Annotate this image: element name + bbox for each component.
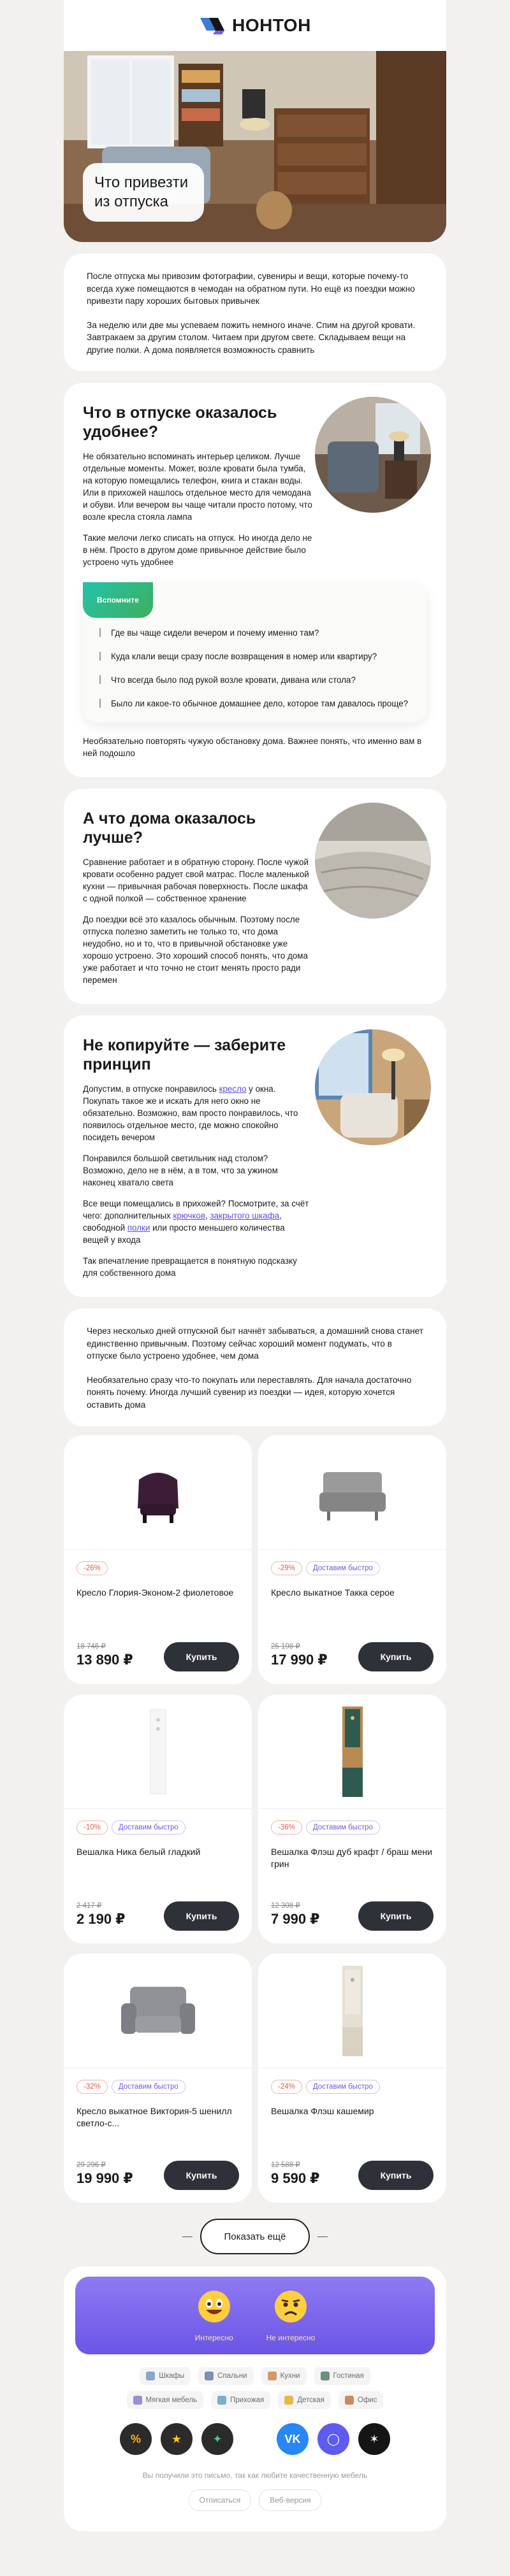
price: 19 990 ₽ <box>76 2170 133 2186</box>
divider <box>182 2236 193 2237</box>
section2-photo <box>315 803 431 919</box>
hero-banner[interactable] <box>64 51 446 242</box>
hooks-link[interactable]: крючков <box>173 1211 206 1220</box>
category-links <box>75 2367 435 2409</box>
product-image[interactable] <box>258 1694 446 1809</box>
product-name[interactable]: Кресло выкатное Виктория-5 шенилл светло-с... <box>76 2106 232 2128</box>
category-icon <box>133 2396 142 2405</box>
web-version-link[interactable]: Веб-версия <box>259 2489 321 2511</box>
sparkle-icon[interactable]: ✦ <box>201 2423 233 2455</box>
category-icon <box>205 2372 214 2380</box>
fast-delivery-badge: Доставим быстро <box>306 2080 380 2094</box>
category-icon <box>321 2372 330 2380</box>
product-name[interactable]: Кресло выкатное Такка серое <box>271 1587 395 1598</box>
category-icon <box>284 2396 293 2405</box>
product-card[interactable] <box>64 1435 252 1684</box>
product-image[interactable] <box>258 1954 446 2068</box>
show-more-button[interactable]: Показать ещё <box>200 2219 310 2254</box>
price: 2 190 ₽ <box>76 1911 126 1927</box>
category-icon <box>345 2396 354 2405</box>
price: 17 990 ₽ <box>271 1652 328 1668</box>
section2-paragraph-1: Сравнение работает и в обратную сторону. После чужой кровати особенно радует свой матрас. После маленькой кухни — привычная рабочая поверхность. После шкафа с одной полкой — собственное хранение <box>83 857 309 903</box>
product-card[interactable] <box>258 1435 446 1684</box>
category-icon <box>268 2372 277 2380</box>
section1-paragraph-1: Не обязательно вспоминать интерьер целиком. Лучше отдельные моменты. Может, возле кровати была тумба, на которую помещались телефон, книга и стакан воды. Или в прихожей нашлось отдельное место для чемодана и обуви. Или вечером вы чаще читали просто потому, что возле кресла стояла лампа <box>83 452 312 522</box>
category-label: Гостиная <box>333 2372 364 2380</box>
shelf-link[interactable]: полки <box>127 1223 150 1233</box>
product-card[interactable] <box>258 1694 446 1943</box>
category-link[interactable] <box>314 2367 370 2385</box>
hero-title: Что привезти из отпуска <box>83 163 204 222</box>
product-card[interactable] <box>64 1954 252 2203</box>
category-label: Прихожая <box>229 2396 265 2404</box>
section3-paragraph-3: Все вещи помещались в прихожей? Посмотрите, за счёт чего: дополнительных крючков, закрытого шкафа, свободной полки или просто меньшего количества вещей у входа <box>83 1199 309 1245</box>
category-link[interactable] <box>261 2367 307 2385</box>
discount-badge: -26% <box>76 1561 108 1575</box>
remind-question: Что всегда было под рукой возле кровати, дивана или стола? <box>98 674 412 686</box>
buy-button[interactable]: Купить <box>358 2161 433 2190</box>
remind-question: Где вы чаще сидели вечером и почему именно там? <box>98 627 412 639</box>
intro-paragraph-1: После отпуска мы привозим фотографии, сувениры и вещи, которые почему-то всегда хуже помещаются в чемодан на обратном пути. Но ещё из поездки можно привезти пару хороших бытовых привычек <box>87 271 415 306</box>
smile-emoji-icon <box>197 2289 231 2324</box>
section2-paragraph-2: До поездки всё это казалось обычным. Поэтому после отпуска полезно заметить не только то, что дома неудобно, но и то, что в привычной обстановке уже хорошо устроено. Это хороший способ понять, что дома уже работает и что точно не стоит менять просто ради перемен <box>83 915 308 985</box>
old-price: 25 198 ₽ <box>271 1643 300 1650</box>
discount-badge: -32% <box>76 2080 108 2094</box>
closing-paragraph-1: Через несколько дней отпускной быт начнёт забываться, а домашний снова станет единственно привычным. Поэтому сейчас хороший момент подумать, что в отпуске было устроено удобнее, чем дома <box>87 1326 424 1361</box>
section-home-better <box>64 789 446 1004</box>
section3-paragraph-1: Допустим, в отпуске понравилось кресло у окна. Покупать такое же и искать для него окно не обязательно. Возможно, вам просто понравилось, что появилось отдельное место, где можно спокойно посидеть вечером <box>83 1084 298 1142</box>
buy-button[interactable]: Купить <box>358 1642 433 1671</box>
star-icon[interactable]: ★ <box>161 2423 193 2455</box>
category-label: Офис <box>357 2396 377 2404</box>
max-messenger-icon[interactable]: ◯ <box>317 2423 349 2455</box>
zen-icon[interactable]: ✶ <box>358 2423 390 2455</box>
logo-icon <box>199 14 227 37</box>
category-link[interactable] <box>198 2367 253 2385</box>
category-label: Детская <box>297 2396 324 2404</box>
closing-card <box>64 1308 446 1426</box>
category-label: Спальни <box>217 2372 247 2380</box>
product-name[interactable]: Вешалка Флэш дуб крафт / браш мени грин <box>271 1847 432 1869</box>
feedback-block <box>75 2277 435 2354</box>
divider <box>317 2236 328 2237</box>
fast-delivery-badge: Доставим быстро <box>112 2080 186 2094</box>
discount-badge: -10% <box>76 1821 108 1835</box>
product-image[interactable] <box>64 1435 252 1550</box>
category-link[interactable] <box>127 2391 203 2409</box>
price: 7 990 ₽ <box>271 1911 320 1927</box>
brand-name: НОНТОН <box>232 15 311 35</box>
fast-delivery-badge: Доставим быстро <box>306 1821 380 1835</box>
category-icon <box>217 2396 226 2405</box>
category-link[interactable] <box>339 2391 384 2409</box>
social-icons <box>75 2423 435 2455</box>
feedback-dislike-label: Не интересно <box>266 2333 316 2342</box>
section-take-principle <box>64 1015 446 1297</box>
section1-photo <box>315 397 431 513</box>
fast-delivery-badge: Доставим быстро <box>306 1561 380 1575</box>
product-image[interactable] <box>258 1435 446 1550</box>
armchair-link[interactable]: кресло <box>219 1084 247 1094</box>
closing-paragraph-2: Необязательно сразу что-то покупать или переставлять. Для начала достаточно понять почему. Иногда лучший сувенир из поездки — идея, которую хочется оставить дома <box>87 1375 412 1410</box>
vk-icon[interactable]: VK <box>277 2423 309 2455</box>
footer <box>64 2266 446 2531</box>
product-name[interactable]: Вешалка Ника белый гладкий <box>76 1847 201 1857</box>
buy-button[interactable]: Купить <box>164 1642 239 1671</box>
section3-title: Не копируйте — заберите принцип <box>83 1036 286 1073</box>
category-link[interactable] <box>140 2367 191 2385</box>
category-icon <box>146 2372 155 2380</box>
unsubscribe-link[interactable]: Отписаться <box>189 2489 252 2511</box>
section-comfort-abroad <box>64 383 446 777</box>
category-label: Мягкая мебель <box>145 2396 197 2404</box>
section3-paragraph-2: Понравился большой светильник над столом? Возможно, дело не в нём, а в том, что за ужином наконец хватало света <box>83 1154 278 1187</box>
price: 9 590 ₽ <box>271 2170 320 2186</box>
price: 13 890 ₽ <box>76 1652 133 1668</box>
discount-badge: -36% <box>271 1821 302 1835</box>
feedback-like[interactable] <box>195 2289 233 2354</box>
product-card[interactable] <box>64 1694 252 1943</box>
buy-button[interactable]: Купить <box>164 1901 239 1931</box>
old-price: 2 417 ₽ <box>76 1902 102 1910</box>
header-card <box>64 0 446 242</box>
buy-button[interactable]: Купить <box>358 1901 433 1931</box>
product-image[interactable] <box>64 1694 252 1809</box>
section3-photo <box>315 1029 431 1145</box>
old-price: 29 296 ₽ <box>76 2161 106 2169</box>
feedback-dislike[interactable] <box>266 2289 316 2354</box>
brand-header[interactable] <box>64 0 446 51</box>
product-image[interactable] <box>64 1954 252 2068</box>
product-grid <box>64 1435 446 2203</box>
intro-paragraph-2: За неделю или две мы успеваем пожить немного иначе. Спим на другой кровати. Завтракаем за другим столом. Читаем при другом свете. Складываем вещи на другие полки. А дома появляется возможность сравнить <box>87 320 416 355</box>
feedback-like-label: Интересно <box>194 2333 233 2342</box>
product-name[interactable]: Вешалка Флэш кашемир <box>271 2106 374 2116</box>
remind-question: Было ли какое-то обычное домашнее дело, которое там давалось проще? <box>98 698 412 710</box>
show-more-row <box>64 2217 446 2256</box>
closet-link[interactable]: закрытого шкафа <box>210 1211 280 1220</box>
discount-icon[interactable]: % <box>120 2423 152 2455</box>
category-label: Шкафы <box>159 2372 185 2380</box>
discount-badge: -29% <box>271 1561 302 1575</box>
section2-title: А что дома оказалось лучше? <box>83 810 256 847</box>
old-price: 12 588 ₽ <box>271 2161 300 2169</box>
sad-emoji-icon <box>273 2289 308 2324</box>
section3-paragraph-4: Так впечатление превращается в понятную подсказку для собственного дома <box>83 1256 297 1278</box>
category-label: Кухни <box>280 2372 300 2380</box>
category-link[interactable] <box>211 2391 270 2409</box>
footer-note: Вы получили это письмо, так как любите качественную мебель <box>142 2471 368 2480</box>
discount-badge: -24% <box>271 2080 302 2094</box>
product-card[interactable] <box>258 1954 446 2203</box>
section1-paragraph-2: Такие мелочи легко списать на отпуск. Но иногда дело не в нём. Просто в другом доме привычное действие было устроено чуть удобнее <box>83 533 312 567</box>
product-name[interactable]: Кресло Глория-Эконом-2 фиолетовое <box>76 1587 234 1598</box>
old-price: 12 308 ₽ <box>271 1902 300 1910</box>
intro-card <box>64 254 446 371</box>
old-price: 18 746 ₽ <box>76 1643 106 1650</box>
category-link[interactable] <box>278 2391 331 2409</box>
remind-box <box>83 582 427 722</box>
buy-button[interactable]: Купить <box>164 2161 239 2190</box>
section1-after: Необязательно повторять чужую обстановку дома. Важнее понять, что именно вам в ней подошло <box>83 736 422 758</box>
fast-delivery-badge: Доставим быстро <box>112 1821 186 1835</box>
remind-label: Вспомните <box>83 582 153 618</box>
section1-title: Что в отпуске оказалось удобнее? <box>83 404 277 441</box>
remind-question: Куда клали вещи сразу после возвращения в номер или квартиру? <box>98 650 412 662</box>
